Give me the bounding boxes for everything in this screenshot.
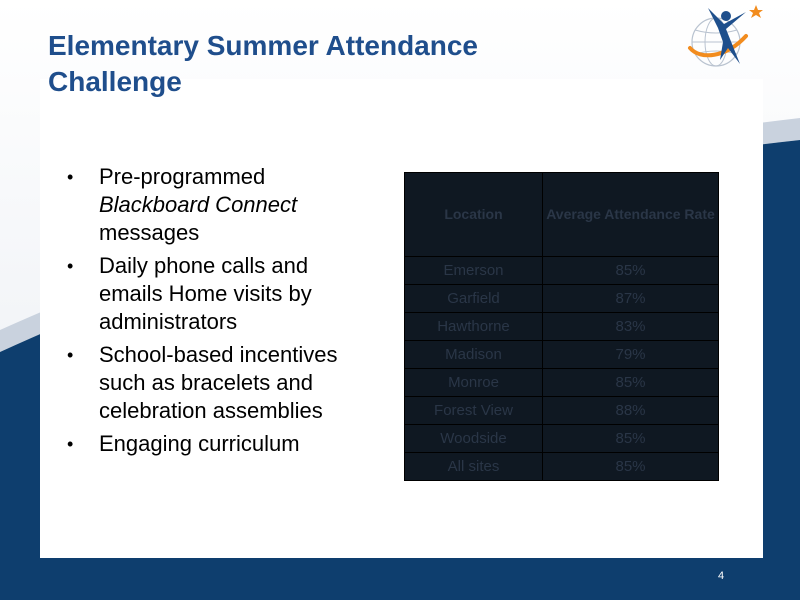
attendance-rate-cell: 85% <box>543 453 719 481</box>
column-header-attendance-rate: Average Attendance Rate <box>543 173 719 257</box>
table-row <box>405 425 719 453</box>
bullet-item <box>64 430 374 458</box>
location-cell: Woodside <box>405 425 543 453</box>
bullet-marker: • <box>67 434 74 454</box>
person-star-globe-icon <box>686 2 766 72</box>
attendance-rate-cell: 87% <box>543 285 719 313</box>
bullet-text-emphasis: Blackboard Connect <box>99 192 298 217</box>
table-row <box>405 257 719 285</box>
attendance-rate-cell: 85% <box>543 425 719 453</box>
table-row <box>405 285 719 313</box>
bullet-marker: • <box>67 167 74 187</box>
bullet-list <box>64 163 374 463</box>
table-row <box>405 453 719 481</box>
attendance-rate-cell: 88% <box>543 397 719 425</box>
bullet-text: School-based incentives such as bracelets and celebration assemblies <box>99 342 338 423</box>
location-cell: Emerson <box>405 257 543 285</box>
slide-title-line-1: Elementary Summer Attendance <box>48 30 478 61</box>
table-row <box>405 313 719 341</box>
bullet-item <box>64 163 374 247</box>
table-header-row <box>405 173 719 257</box>
bullet-text: Pre-programmed <box>99 164 266 189</box>
table-row <box>405 369 719 397</box>
page-number: 4 <box>718 570 725 582</box>
bullet-marker: • <box>67 256 74 276</box>
bullet-text: Engaging curriculum <box>99 431 300 456</box>
location-cell: Garfield <box>405 285 543 313</box>
attendance-rate-cell: 85% <box>543 369 719 397</box>
slide-title-line-2: Challenge <box>48 66 182 97</box>
slide-title <box>48 28 648 100</box>
bullet-item <box>64 252 374 336</box>
table-row <box>405 341 719 369</box>
attendance-rate-cell: 85% <box>543 257 719 285</box>
location-cell: Forest View <box>405 397 543 425</box>
bullet-item <box>64 341 374 425</box>
table-row <box>405 397 719 425</box>
bullet-marker: • <box>67 345 74 365</box>
column-header-location: Location <box>405 173 543 257</box>
location-cell: Monroe <box>405 369 543 397</box>
attendance-table <box>404 172 719 481</box>
bullet-text: Daily phone calls and emails Home visits by administrators <box>99 253 312 334</box>
bullet-text: messages <box>99 220 200 245</box>
location-cell: Madison <box>405 341 543 369</box>
location-cell: Hawthorne <box>405 313 543 341</box>
attendance-rate-cell: 79% <box>543 341 719 369</box>
location-cell: All sites <box>405 453 543 481</box>
attendance-rate-cell: 83% <box>543 313 719 341</box>
